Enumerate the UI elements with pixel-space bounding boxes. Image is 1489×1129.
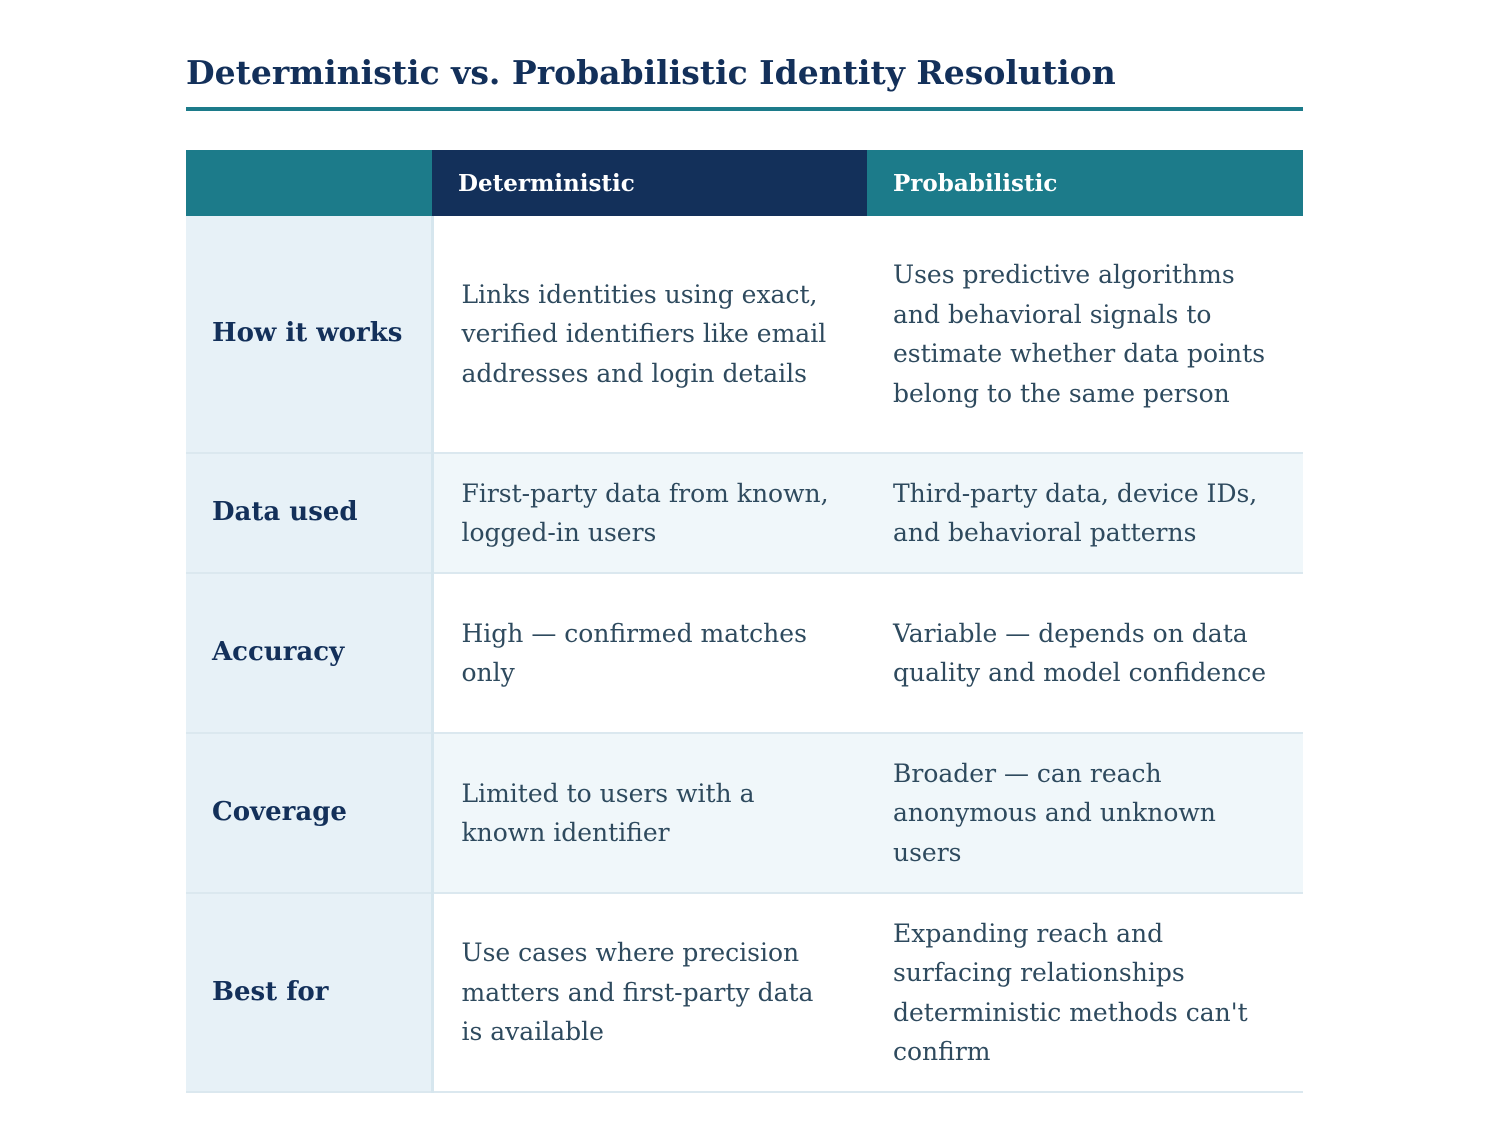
deterministic-cell: Links identities using exact, verified identifiers like email addresses and login details bbox=[432, 216, 867, 453]
deterministic-cell: High — confirmed matches only bbox=[432, 573, 867, 733]
page-title: Deterministic vs. Probabilistic Identity Resolution bbox=[186, 53, 1116, 92]
probabilistic-cell: Third-party data, device IDs, and behavioral patterns bbox=[867, 453, 1303, 573]
row-label: How it works bbox=[186, 216, 432, 453]
comparison-table bbox=[186, 150, 1303, 1093]
row-label: Accuracy bbox=[186, 573, 432, 733]
header-cell-empty bbox=[186, 150, 432, 216]
probabilistic-cell: Variable — depends on data quality and model confidence bbox=[867, 573, 1303, 733]
deterministic-cell: First-party data from known, logged-in users bbox=[432, 453, 867, 573]
row-label: Coverage bbox=[186, 733, 432, 893]
row-label: Best for bbox=[186, 893, 432, 1092]
table-row bbox=[186, 573, 1303, 733]
probabilistic-cell: Broader — can reach anonymous and unknown users bbox=[867, 733, 1303, 893]
deterministic-cell: Use cases where precision matters and first-party data is available bbox=[432, 893, 867, 1092]
table-row bbox=[186, 733, 1303, 893]
header-cell-probabilistic: Probabilistic bbox=[867, 150, 1303, 216]
probabilistic-cell: Expanding reach and surfacing relationships deterministic methods can't confirm bbox=[867, 893, 1303, 1092]
row-label: Data used bbox=[186, 453, 432, 573]
table-row bbox=[186, 893, 1303, 1092]
table-row bbox=[186, 453, 1303, 573]
probabilistic-cell: Uses predictive algorithms and behavioral signals to estimate whether data points belong to the same person bbox=[867, 216, 1303, 453]
deterministic-cell: Limited to users with a known identifier bbox=[432, 733, 867, 893]
table-row bbox=[186, 216, 1303, 453]
title-underline bbox=[186, 107, 1303, 111]
header-cell-deterministic: Deterministic bbox=[432, 150, 867, 216]
table-header-row bbox=[186, 150, 1303, 216]
